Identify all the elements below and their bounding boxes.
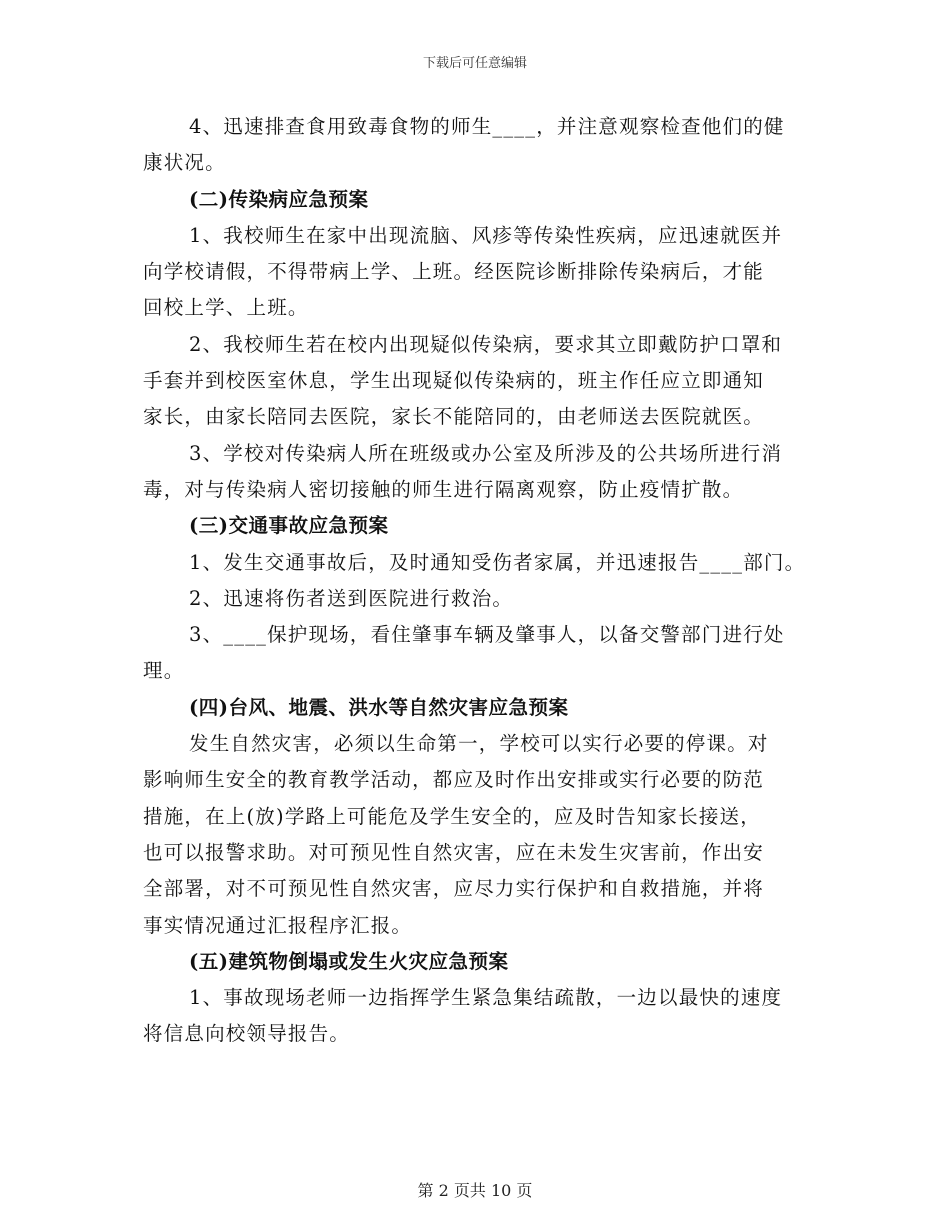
text-line: 毒，对与传染病人密切接触的师生进行隔离观察，防止疫情扩散。 xyxy=(143,477,744,501)
text-line: 2、迅速将伤者送到医院进行救治。 xyxy=(189,586,514,610)
section-heading: (三)交通事故应急预案 xyxy=(189,514,389,538)
section-heading: (二)传染病应急预案 xyxy=(189,187,369,211)
text-line: 3、学校对传染病人所在班级或办公室及所涉及的公共场所进行消 xyxy=(189,441,783,465)
text-line: 1、我校师生在家中出现流脑、风疹等传染性疾病，应迅速就医并 xyxy=(189,223,783,247)
section-heading: (四)台风、地震、洪水等自然灾害应急预案 xyxy=(189,695,569,719)
page-number: 第 2 页共 10 页 xyxy=(417,1181,533,1200)
text-line: 措施，在上(放)学路上可能危及学生安全的，应及时告知家长接送， xyxy=(143,804,761,828)
text-line: 事实情况通过汇报程序汇报。 xyxy=(143,913,413,937)
text-line: 理。 xyxy=(143,659,185,683)
text-line: 回校上学、上班。 xyxy=(143,296,309,320)
text-line: 2、我校师生若在校内出现疑似传染病，要求其立即戴防护口罩和 xyxy=(189,332,783,356)
text-line: 向学校请假，不得带病上学、上班。经医院诊断排除传染病后，才能 xyxy=(143,260,765,284)
text-line: 1、发生交通事故后，及时通知受伤者家属，并迅速报告____部门。 xyxy=(189,550,806,574)
text-line: 3、____保护现场，看住肇事车辆及肇事人，以备交警部门进行处 xyxy=(189,623,785,647)
page-header: 下载后可任意编辑 xyxy=(422,56,527,71)
text-line: 发生自然灾害，必须以生命第一，学校可以实行必要的停课。对 xyxy=(189,732,769,756)
text-line: 也可以报警求助。对可预见性自然灾害，应在未发生灾害前，作出安 xyxy=(143,840,765,864)
text-line: 手套并到校医室休息，学生出现疑似传染病的，班主作任应立即通知 xyxy=(143,369,765,393)
text-line: 1、事故现场老师一边指挥学生紧急集结疏散，一边以最快的速度 xyxy=(189,986,783,1010)
text-line: 家长，由家长陪同去医院，家长不能陪同的，由老师送去医院就医。 xyxy=(143,405,765,429)
text-line: 康状况。 xyxy=(143,151,226,175)
section-heading: (五)建筑物倒塌或发生火灾应急预案 xyxy=(189,949,509,973)
text-line: 4、迅速排查食用致毒食物的师生____，并注意观察检查他们的健 xyxy=(189,115,785,138)
document-body xyxy=(143,109,823,1053)
text-line: 全部署，对不可预见性自然灾害，应尽力实行保护和自救措施，并将 xyxy=(143,877,765,901)
text-line: 将信息向校领导报告。 xyxy=(143,1022,351,1046)
text-line: 影响师生安全的教育教学活动，都应及时作出安排或实行必要的防范 xyxy=(143,768,765,792)
